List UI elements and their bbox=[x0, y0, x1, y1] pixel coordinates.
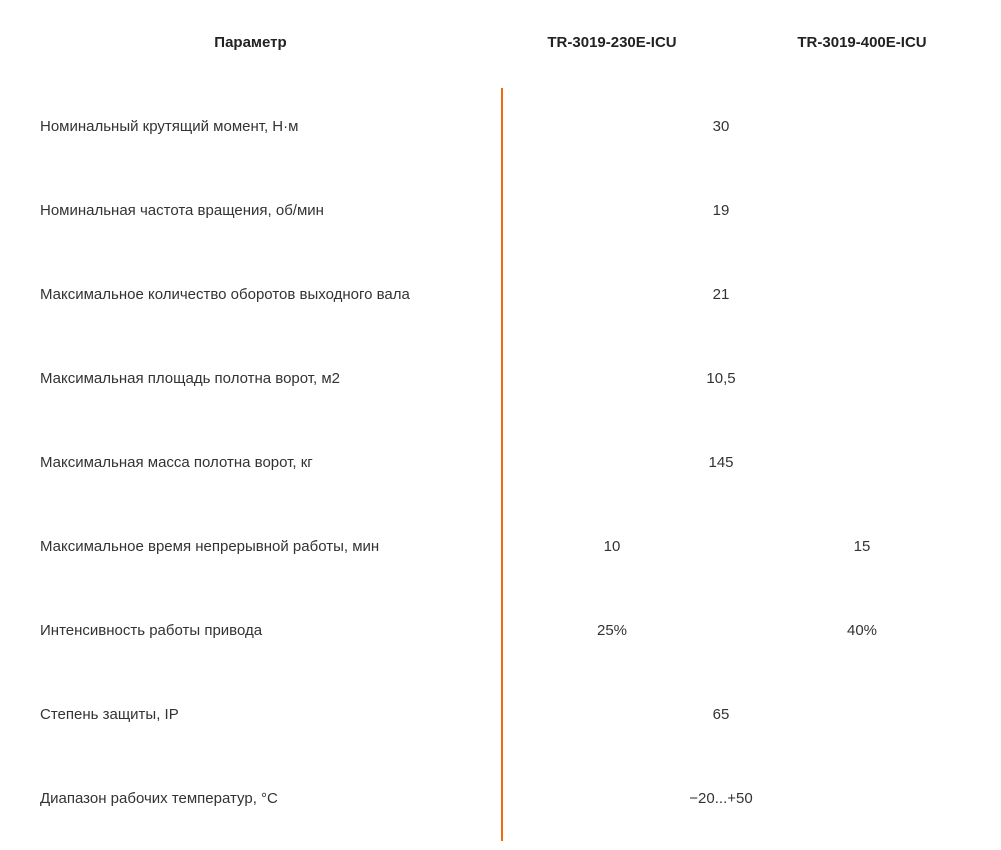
column-header-model-2: TR-3019-400E-ICU bbox=[797, 33, 927, 51]
value-text: −20...+50 bbox=[689, 789, 753, 807]
parameter-label: Номинальная частота вращения, об/мин bbox=[40, 201, 324, 219]
value-cell-model-1: 25% bbox=[596, 621, 628, 639]
value-text: 65 bbox=[712, 705, 730, 723]
value-cell-model-2: 40% bbox=[846, 621, 878, 639]
value-cell-shared bbox=[501, 756, 1001, 840]
parameter-label: Максимальная площадь полотна ворот, м2 bbox=[40, 369, 340, 387]
parameter-label: Максимальное время непрерывной работы, мин bbox=[40, 537, 380, 555]
value-cell-model-2: 15 bbox=[853, 537, 871, 555]
value-text: 145 bbox=[708, 453, 734, 471]
value-text: 10,5 bbox=[706, 369, 736, 387]
value-cell-shared bbox=[501, 336, 1001, 420]
value-text: 30 bbox=[712, 117, 730, 135]
value-cell-shared bbox=[501, 672, 1001, 756]
parameter-label: Номинальный крутящий момент, Н·м bbox=[40, 117, 299, 135]
parameter-label: Степень защиты, IP bbox=[40, 705, 179, 723]
table-header-row bbox=[0, 0, 1001, 84]
parameter-label: Диапазон рабочих температур, °С bbox=[40, 789, 278, 807]
parameter-label: Максимальное количество оборотов выходного вала bbox=[40, 285, 410, 303]
value-cell-model-1: 10 bbox=[603, 537, 621, 555]
parameter-label: Интенсивность работы привода bbox=[40, 621, 263, 639]
parameter-label: Максимальная масса полотна ворот, кг bbox=[40, 453, 313, 471]
value-cell-shared bbox=[501, 84, 1001, 168]
table-header bbox=[0, 0, 1001, 84]
value-text: 21 bbox=[712, 285, 730, 303]
value-cell-shared bbox=[501, 420, 1001, 504]
column-header-parameter: Параметр bbox=[214, 33, 287, 51]
value-cell-shared bbox=[501, 168, 1001, 252]
value-text: 19 bbox=[712, 201, 730, 219]
column-divider-accent bbox=[501, 88, 503, 841]
value-cell-shared bbox=[501, 252, 1001, 336]
column-header-model-1: TR-3019-230E-ICU bbox=[547, 33, 677, 51]
